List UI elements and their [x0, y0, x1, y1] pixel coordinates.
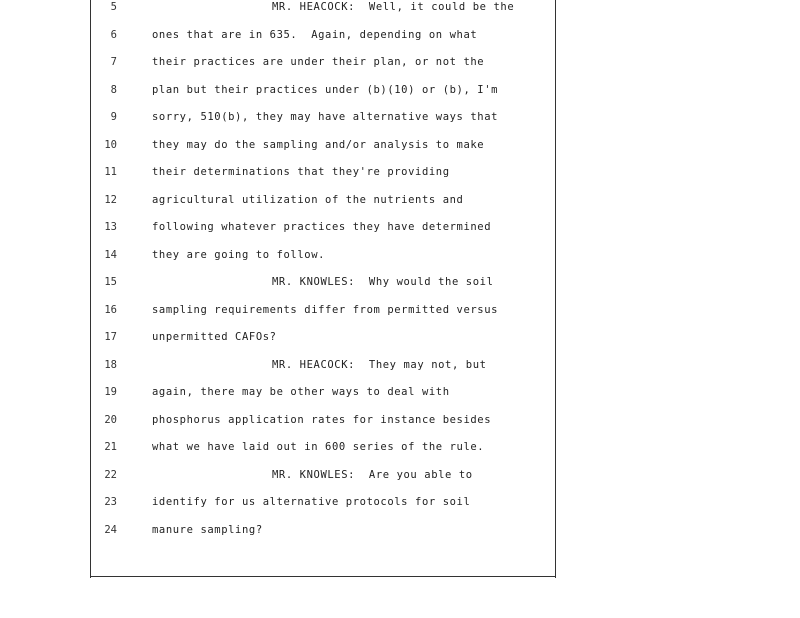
transcript-line — [0, 465, 556, 485]
transcript-line — [0, 382, 556, 402]
line-text: their practices are under their plan, or not the — [152, 56, 485, 68]
transcript-line — [0, 107, 556, 127]
line-number: 19 — [104, 386, 117, 398]
line-text: MR. KNOWLES: Why would the soil — [272, 276, 494, 288]
line-text: manure sampling? — [152, 523, 263, 536]
line-text: phosphorus application rates for instance besides — [152, 413, 492, 426]
line-text: they may do the sampling and/or analysis to make — [152, 138, 485, 151]
transcript-line — [0, 272, 556, 292]
transcript-line — [0, 245, 556, 265]
line-text: what we have laid out in 600 series of the rule. — [152, 441, 485, 453]
line-number: 11 — [104, 166, 117, 178]
transcript-line — [0, 52, 556, 72]
line-number: 24 — [104, 523, 117, 536]
transcript-line — [0, 135, 556, 155]
line-text: plan but their practices under (b)(10) or (b), I'm — [152, 83, 499, 96]
transcript-line — [0, 25, 556, 45]
transcript-line — [0, 437, 556, 457]
line-text: again, there may be other ways to deal with — [152, 386, 450, 398]
line-number: 10 — [104, 138, 117, 151]
transcript-line — [0, 300, 556, 320]
line-text: sampling requirements differ from permitted versus — [152, 303, 499, 316]
transcript-line — [0, 410, 556, 430]
transcript-line — [0, 327, 556, 347]
line-text: agricultural utilization of the nutrients and — [152, 193, 464, 206]
transcript-line — [0, 355, 556, 375]
transcript-line — [0, 217, 556, 237]
line-number: 13 — [104, 221, 117, 233]
line-text: their determinations that they're providing — [152, 166, 450, 178]
line-number: 21 — [104, 441, 117, 453]
line-text: they are going to follow. — [152, 248, 326, 261]
transcript-line — [0, 190, 556, 210]
line-number: 17 — [104, 331, 117, 343]
line-text: sorry, 510(b), they may have alternative ways that — [152, 111, 499, 123]
line-number: 14 — [104, 248, 117, 261]
line-text: MR. HEACOCK: Well, it could be the — [272, 1, 515, 13]
line-text: MR. HEACOCK: They may not, but — [272, 358, 487, 371]
line-number: 22 — [104, 468, 117, 481]
line-text: following whatever practices they have determined — [152, 221, 492, 233]
line-number: 9 — [110, 111, 117, 123]
line-number: 20 — [104, 413, 117, 426]
line-number: 5 — [110, 1, 117, 13]
transcript-line — [0, 492, 556, 512]
line-text: ones that are in 635. Again, depending on what — [152, 28, 478, 41]
line-number: 16 — [104, 303, 117, 316]
line-number: 8 — [110, 83, 117, 96]
transcript-line — [0, 520, 556, 540]
transcript-line — [0, 0, 556, 17]
line-number: 15 — [104, 276, 117, 288]
line-text: unpermitted CAFOs? — [152, 331, 277, 343]
line-number: 23 — [104, 496, 117, 508]
transcript-line — [0, 162, 556, 182]
line-number: 7 — [110, 56, 117, 68]
line-text: identify for us alternative protocols for soil — [152, 496, 471, 508]
line-text: MR. KNOWLES: Are you able to — [272, 468, 473, 481]
page-border-bottom — [90, 576, 556, 577]
line-number: 18 — [104, 358, 117, 371]
line-number: 6 — [110, 28, 117, 41]
transcript-line — [0, 80, 556, 100]
line-number: 12 — [104, 193, 117, 206]
